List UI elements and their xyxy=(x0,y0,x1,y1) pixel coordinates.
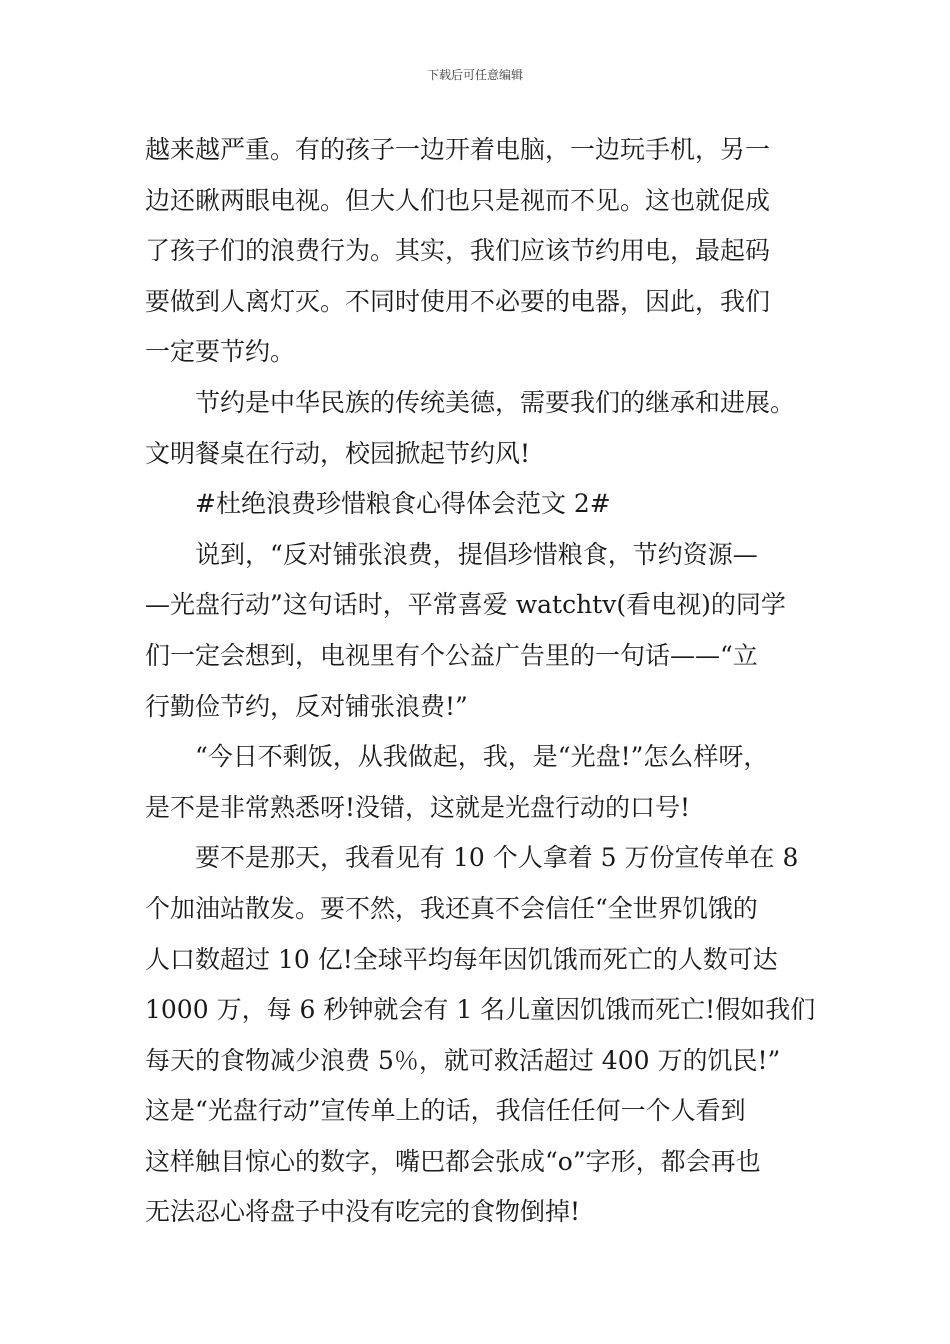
text-line: 越来越严重。有的孩子一边开着电脑，一边玩手机，另一 xyxy=(145,135,771,164)
text-line: 1000 万，每 6 秒钟就会有 1 名儿童因饥饿而死亡!假如我们 xyxy=(145,995,816,1025)
text-line: 每天的食物减少浪费 5％，就可救活超过 400 万的饥民!” xyxy=(145,1045,781,1075)
text-line: 文明餐桌在行动，校园掀起节约风! xyxy=(145,438,531,468)
text-line: 是不是非常熟悉呀!没错，这就是光盘行动的口号! xyxy=(145,792,691,822)
text-line: 这是“光盘行动”宣传单上的话，我信任任何一个人看到 xyxy=(145,1096,746,1126)
text-line: 边还瞅两眼电视。但大人们也只是视而不见。这也就促成 xyxy=(145,185,771,215)
text-line: 一定要节约。 xyxy=(145,337,296,367)
document-body xyxy=(145,125,825,1238)
text-line: 们一定会想到，电视里有个公益广告里的一句话——“立 xyxy=(145,640,758,670)
text-line: 了孩子们的浪费行为。其实，我们应该节约用电，最起码 xyxy=(145,236,771,266)
text-line: 要不是那天，我看见有 10 个人拿着 5 万份宣传单在 8 xyxy=(195,843,799,873)
text-line: 人口数超过 10 亿!全球平均每年因饥饿而死亡的人数可达 xyxy=(145,944,778,974)
text-line: 无法忍心将盘子中没有吃完的食物倒掉! xyxy=(145,1197,581,1227)
text-line: “今日不剩饭，从我做起，我，是“光盘!”怎么样呀， xyxy=(195,742,769,772)
page-header: 下载后可任意编辑 xyxy=(426,68,523,82)
text-line: 要做到人离灯灭。不同时使用不必要的电器，因此，我们 xyxy=(145,286,771,316)
text-line: 行勤俭节约，反对铺张浪费!” xyxy=(145,691,468,721)
text-line: 个加油站散发。要不然，我还真不会信任“全世界饥饿的 xyxy=(145,893,758,923)
text-line: 这样触目惊心的数字，嘴巴都会张成“o”字形，都会再也 xyxy=(145,1146,761,1176)
section-heading: #杜绝浪费珍惜粮食心得体会范文 2# xyxy=(195,489,611,519)
text-line: 节约是中华民族的传统美德，需要我们的继承和进展。 xyxy=(195,387,796,417)
text-line: —光盘行动”这句话时，平常喜爱 watchtv(看电视)的同学 xyxy=(145,590,786,620)
text-line: 说到，“反对铺张浪费，提倡珍惜粮食，节约资源— xyxy=(195,539,758,569)
